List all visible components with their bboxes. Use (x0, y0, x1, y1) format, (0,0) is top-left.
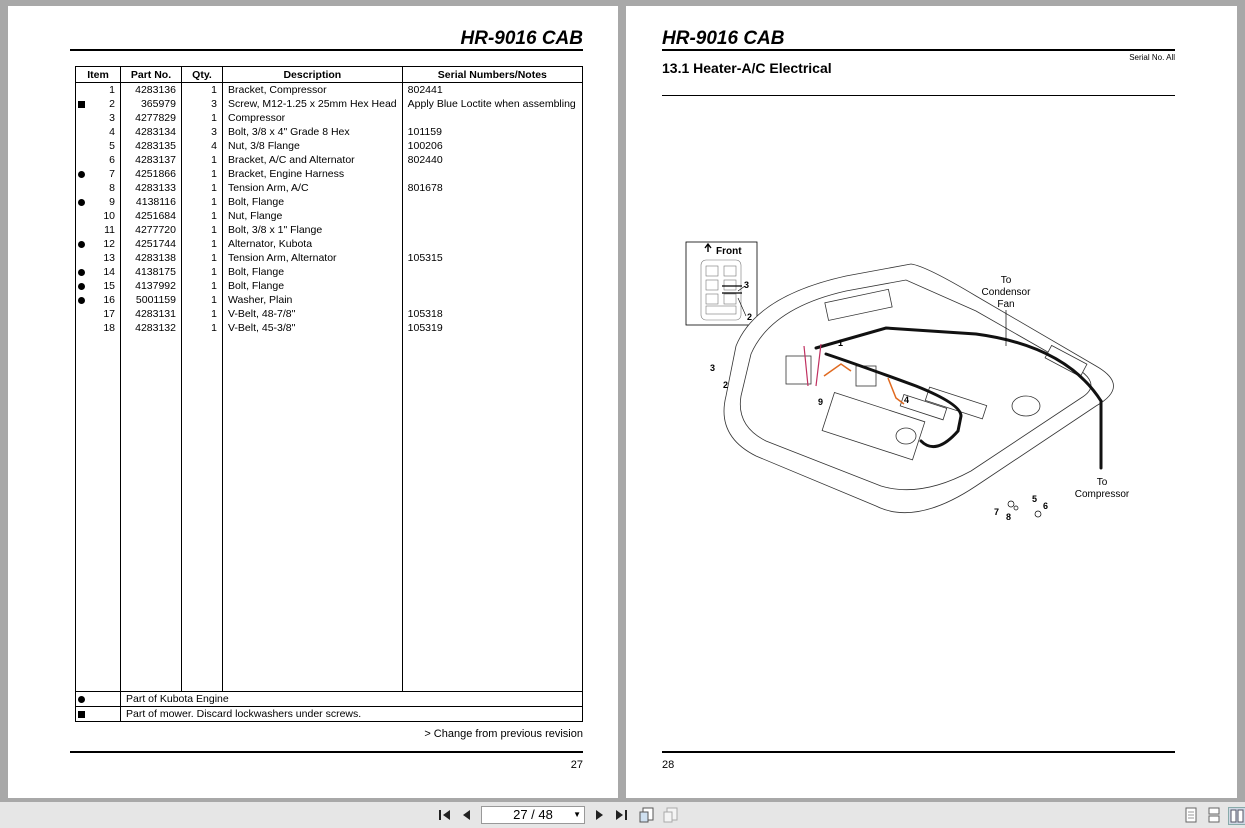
cell-qty: 1 (182, 153, 223, 167)
cell-item (76, 195, 121, 209)
cell-desc: V-Belt, 48-7/8" (223, 307, 403, 321)
cell-item (76, 237, 121, 251)
page-indicator: 27 / 48 (513, 807, 553, 822)
cell-note (402, 237, 582, 251)
table-row (76, 153, 583, 167)
cell-item (76, 209, 121, 223)
prev-page-icon[interactable] (459, 807, 473, 823)
title-rule (70, 49, 583, 51)
cell-item (76, 167, 121, 181)
revision-note: > Change from previous revision (424, 728, 583, 740)
item-number: 2 (109, 98, 115, 110)
cell-note (402, 167, 582, 181)
cell-part: 4251866 (121, 167, 182, 181)
cell-note: 105318 (402, 307, 582, 321)
cell-qty: 4 (182, 139, 223, 153)
cell-qty: 3 (182, 125, 223, 139)
cell-desc: Bolt, Flange (223, 265, 403, 279)
cell-note: 802440 (402, 153, 582, 167)
cell-item (76, 97, 121, 111)
to-compressor-label-1: To (1096, 477, 1108, 488)
table-row (76, 237, 583, 251)
table-row (76, 167, 583, 181)
cell-item (76, 307, 121, 321)
cell-desc: Bracket, A/C and Alternator (223, 153, 403, 167)
cell-desc: Bolt, 3/8 x 4" Grade 8 Hex (223, 125, 403, 139)
table-row (76, 251, 583, 265)
cell-desc: Screw, M12-1.25 x 25mm Hex Head (223, 97, 403, 111)
cell-note (402, 265, 582, 279)
callout-6: 6 (1043, 501, 1049, 511)
page-number: 27 (570, 759, 583, 771)
footer-rule (70, 751, 583, 753)
cell-desc: Tension Arm, Alternator (223, 251, 403, 265)
cell-part: 4283136 (121, 83, 182, 98)
cell-desc: Alternator, Kubota (223, 237, 403, 251)
empty-cell (121, 335, 182, 692)
section-title: 13.1 Heater-A/C Electrical (662, 60, 832, 76)
cell-desc: Bracket, Engine Harness (223, 167, 403, 181)
cell-item (76, 279, 121, 293)
table-row (76, 279, 583, 293)
first-page-icon[interactable] (437, 807, 453, 823)
cell-part: 365979 (121, 97, 182, 111)
cell-note (402, 293, 582, 307)
page-number-select[interactable] (481, 806, 585, 824)
item-number: 7 (109, 168, 115, 180)
item-number: 6 (109, 154, 115, 166)
table-row (76, 83, 583, 98)
next-page-icon[interactable] (593, 807, 607, 823)
callout-1: 1 (838, 338, 844, 348)
item-number: 12 (103, 238, 115, 250)
legend-text: Part of Kubota Engine (121, 692, 583, 707)
table-row (76, 111, 583, 125)
right-page (626, 6, 1237, 798)
table-row (76, 181, 583, 195)
cell-desc: Nut, 3/8 Flange (223, 139, 403, 153)
cell-qty: 1 (182, 223, 223, 237)
table-row (76, 265, 583, 279)
callout-3b: 3 (710, 363, 716, 373)
table-row (76, 223, 583, 237)
cell-note: 101159 (402, 125, 582, 139)
page-number: 28 (662, 759, 675, 771)
cell-part: 4251744 (121, 237, 182, 251)
item-number: 1 (109, 84, 115, 96)
cell-qty: 1 (182, 167, 223, 181)
cell-note: 105319 (402, 321, 582, 335)
cell-part: 4138116 (121, 195, 182, 209)
cell-desc: Washer, Plain (223, 293, 403, 307)
column-header: Serial Numbers/Notes (402, 67, 582, 83)
callout-7: 7 (994, 507, 1000, 517)
empty-cell (182, 335, 223, 692)
cell-item (76, 251, 121, 265)
cell-item (76, 321, 121, 335)
cell-note: 801678 (402, 181, 582, 195)
cell-qty: 1 (182, 265, 223, 279)
empty-cell (223, 335, 403, 692)
item-number: 8 (109, 182, 115, 194)
empty-cell (402, 335, 582, 692)
cell-note (402, 209, 582, 223)
item-number: 13 (103, 252, 115, 264)
to-condensor-label-1: To (1000, 275, 1012, 286)
cell-qty: 1 (182, 209, 223, 223)
legend-row (76, 692, 583, 707)
column-header: Description (223, 67, 403, 83)
column-header: Item (76, 67, 121, 83)
single-page-view-icon[interactable] (1184, 807, 1198, 823)
callout-5: 5 (1032, 494, 1038, 504)
table-filler (76, 335, 583, 692)
empty-cell (76, 335, 121, 692)
cell-qty: 3 (182, 97, 223, 111)
cell-item (76, 223, 121, 237)
table-row (76, 139, 583, 153)
table-row (76, 293, 583, 307)
item-number: 4 (109, 126, 115, 138)
legend-text: Part of mower. Discard lockwashers under screws. (121, 707, 583, 722)
table-row (76, 125, 583, 139)
cell-part: 5001159 (121, 293, 182, 307)
bullet-dot-icon (78, 297, 85, 304)
to-condensor-label-2: Condensor (981, 287, 1031, 298)
chevron-down-icon: ▼ (573, 810, 581, 819)
cell-qty: 1 (182, 181, 223, 195)
item-number: 10 (103, 210, 115, 222)
cell-note (402, 223, 582, 237)
document-title: HR-9016 CAB (460, 28, 583, 49)
cell-qty: 1 (182, 83, 223, 98)
table-row (76, 97, 583, 111)
bullet-dot-icon (78, 269, 85, 276)
cell-part: 4283138 (121, 251, 182, 265)
cell-note: Apply Blue Loctite when assembling (402, 97, 582, 111)
cell-qty: 1 (182, 293, 223, 307)
cell-item (76, 181, 121, 195)
item-number: 3 (109, 112, 115, 124)
column-header: Qty. (182, 67, 223, 83)
item-number: 15 (103, 280, 115, 292)
cell-desc: Nut, Flange (223, 209, 403, 223)
item-number: 18 (103, 322, 115, 334)
fit-page-icon[interactable] (638, 807, 656, 823)
footer-rule (662, 751, 1175, 753)
cell-part: 4138175 (121, 265, 182, 279)
cell-part: 4277720 (121, 223, 182, 237)
cell-part: 4283137 (121, 153, 182, 167)
front-label: Front (716, 246, 742, 257)
cell-qty: 1 (182, 251, 223, 265)
continuous-view-icon[interactable] (1207, 807, 1221, 823)
cell-note: 105315 (402, 251, 582, 265)
cell-item (76, 265, 121, 279)
cell-qty: 1 (182, 307, 223, 321)
bullet-dot-icon (78, 283, 85, 290)
section-rule (662, 95, 1175, 96)
cell-part: 4283135 (121, 139, 182, 153)
callout-9: 9 (818, 397, 824, 407)
bullet-dot-icon (78, 199, 85, 206)
cell-qty: 1 (182, 279, 223, 293)
to-compressor-label-2: Compressor (1074, 489, 1130, 500)
parts-table (75, 66, 583, 722)
table-row (76, 307, 583, 321)
cell-qty: 1 (182, 111, 223, 125)
cell-note (402, 195, 582, 209)
serial-label: Serial No. All (1129, 53, 1175, 62)
column-header: Part No. (121, 67, 182, 83)
cell-qty: 1 (182, 321, 223, 335)
cell-item (76, 139, 121, 153)
bullet-square-icon (78, 711, 85, 718)
bullet-dot-icon (78, 241, 85, 248)
callout-3: 3 (744, 280, 750, 290)
two-page-view-icon[interactable] (1228, 807, 1245, 825)
cell-qty: 1 (182, 195, 223, 209)
item-number: 14 (103, 266, 115, 278)
item-number: 11 (104, 224, 115, 236)
legend-row (76, 707, 583, 722)
document-title: HR-9016 CAB (662, 28, 785, 49)
cell-note: 802441 (402, 83, 582, 98)
cell-part: 4251684 (121, 209, 182, 223)
item-number: 9 (109, 196, 115, 208)
title-rule (662, 49, 1175, 51)
cell-item (76, 83, 121, 98)
callout-8: 8 (1006, 512, 1012, 522)
last-page-icon[interactable] (613, 807, 629, 823)
left-page (8, 6, 618, 798)
item-number: 16 (103, 294, 115, 306)
heater-ac-diagram (676, 236, 1146, 526)
callout-2b: 2 (723, 380, 729, 390)
cell-desc: Bolt, Flange (223, 195, 403, 209)
cell-desc: Compressor (223, 111, 403, 125)
cell-desc: V-Belt, 45-3/8" (223, 321, 403, 335)
cell-part: 4283131 (121, 307, 182, 321)
callout-4: 4 (904, 395, 910, 405)
callout-2: 2 (747, 312, 753, 322)
table-row (76, 195, 583, 209)
cell-item (76, 111, 121, 125)
legend-mark-cell (76, 692, 121, 707)
cell-item (76, 125, 121, 139)
item-number: 5 (109, 140, 115, 152)
cell-desc: Bolt, 3/8 x 1" Flange (223, 223, 403, 237)
legend-mark-cell (76, 707, 121, 722)
bullet-square-icon (78, 101, 85, 108)
cell-desc: Bracket, Compressor (223, 83, 403, 98)
cell-desc: Tension Arm, A/C (223, 181, 403, 195)
cell-part: 4277829 (121, 111, 182, 125)
table-row (76, 209, 583, 223)
cell-part: 4137992 (121, 279, 182, 293)
cell-item (76, 293, 121, 307)
fit-width-icon[interactable] (662, 807, 680, 823)
cell-part: 4283133 (121, 181, 182, 195)
table-header-row (76, 67, 583, 83)
bullet-dot-icon (78, 171, 85, 178)
cell-desc: Bolt, Flange (223, 279, 403, 293)
to-condensor-label-3: Fan (997, 299, 1015, 310)
viewer-toolbar (0, 802, 1245, 828)
cell-part: 4283132 (121, 321, 182, 335)
cell-note: 100206 (402, 139, 582, 153)
cell-item (76, 153, 121, 167)
cell-note (402, 279, 582, 293)
table-row (76, 321, 583, 335)
cell-part: 4283134 (121, 125, 182, 139)
item-number: 17 (103, 308, 115, 320)
cell-qty: 1 (182, 237, 223, 251)
cell-note (402, 111, 582, 125)
bullet-dot-icon (78, 696, 85, 703)
